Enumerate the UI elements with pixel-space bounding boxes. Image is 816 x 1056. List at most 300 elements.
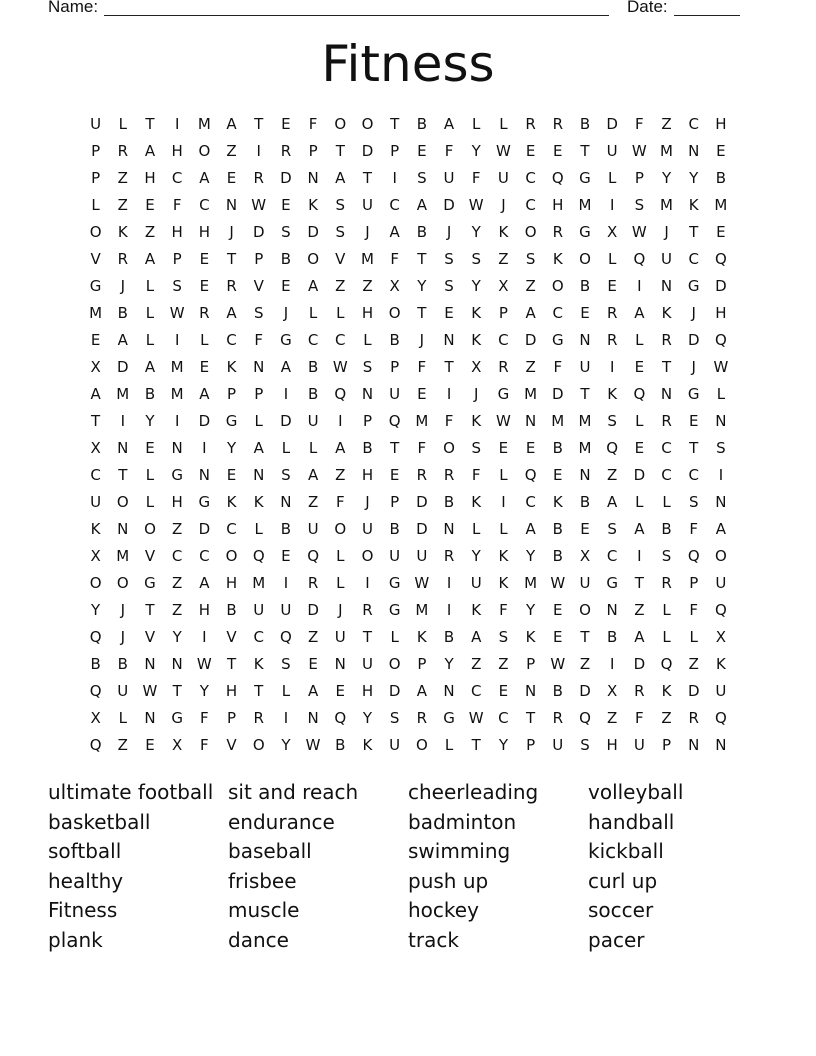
grid-cell: W bbox=[550, 655, 566, 673]
grid-cell: Q bbox=[89, 736, 102, 754]
grid-cell: P bbox=[526, 736, 536, 754]
grid-cell: U bbox=[307, 412, 319, 430]
grid-cell: T bbox=[417, 250, 427, 268]
grid-cell: M bbox=[578, 412, 592, 430]
grid-cell: T bbox=[118, 466, 128, 484]
grid-cell: F bbox=[308, 115, 318, 133]
grid-cell: A bbox=[416, 196, 427, 214]
word-list-item: push up bbox=[408, 868, 489, 893]
grid-cell: C bbox=[171, 169, 183, 187]
grid-cell: Q bbox=[524, 466, 537, 484]
grid-cell: R bbox=[661, 331, 672, 349]
grid-cell: F bbox=[390, 250, 399, 268]
grid-cell: I bbox=[609, 358, 615, 376]
grid-cell: V bbox=[144, 547, 156, 565]
grid-cell: K bbox=[471, 304, 482, 322]
grid-cell: I bbox=[446, 574, 452, 592]
grid-cell: P bbox=[308, 142, 318, 160]
grid-cell: U bbox=[389, 385, 401, 403]
grid-cell: B bbox=[661, 520, 672, 538]
grid-cell: O bbox=[388, 304, 401, 322]
grid-cell: Y bbox=[444, 655, 454, 673]
grid-cell: K bbox=[471, 331, 482, 349]
grid-cell: Z bbox=[117, 736, 128, 754]
grid-cell: N bbox=[198, 466, 210, 484]
grid-cell: S bbox=[253, 304, 264, 322]
word-list-item: kickball bbox=[588, 839, 664, 864]
grid-cell: Q bbox=[606, 439, 619, 457]
grid-cell: N bbox=[715, 493, 727, 511]
grid-cell: G bbox=[225, 412, 238, 430]
grid-cell: L bbox=[336, 304, 345, 322]
grid-cell: S bbox=[281, 223, 291, 241]
grid-cell: I bbox=[609, 655, 615, 673]
grid-row bbox=[82, 273, 742, 300]
grid-cell: S bbox=[661, 547, 672, 565]
grid-cell: X bbox=[172, 736, 183, 754]
grid-cell: B bbox=[144, 385, 156, 403]
grid-cell: T bbox=[689, 439, 699, 457]
grid-cell: O bbox=[334, 520, 347, 538]
grid-cell: M bbox=[578, 196, 592, 214]
grid-cell: E bbox=[688, 412, 699, 430]
grid-cell: Q bbox=[633, 250, 646, 268]
grid-cell: H bbox=[198, 601, 210, 619]
grid-cell: O bbox=[524, 223, 537, 241]
grid-cell: M bbox=[116, 547, 130, 565]
grid-cell: Z bbox=[525, 277, 536, 295]
grid-cell: Y bbox=[471, 277, 481, 295]
grid-cell: L bbox=[254, 520, 263, 538]
grid-cell: X bbox=[90, 547, 101, 565]
grid-cell: Y bbox=[471, 547, 481, 565]
grid-cell: H bbox=[606, 736, 618, 754]
grid-cell: F bbox=[553, 358, 563, 376]
grid-cell: A bbox=[117, 331, 128, 349]
grid-cell: P bbox=[254, 250, 264, 268]
grid-cell: D bbox=[280, 412, 292, 430]
grid-cell: J bbox=[691, 304, 696, 322]
grid-cell: B bbox=[226, 601, 237, 619]
grid-cell: W bbox=[169, 304, 185, 322]
grid-cell: E bbox=[199, 277, 210, 295]
grid-cell: B bbox=[552, 682, 563, 700]
grid-cell: S bbox=[498, 628, 509, 646]
grid-cell: R bbox=[552, 223, 563, 241]
grid-cell: J bbox=[120, 628, 125, 646]
grid-cell: J bbox=[365, 493, 370, 511]
grid-cell: G bbox=[579, 169, 591, 187]
grid-cell: B bbox=[416, 115, 427, 133]
grid-cell: C bbox=[661, 466, 672, 484]
grid-cell: R bbox=[661, 574, 672, 592]
grid-cell: C bbox=[688, 250, 699, 268]
grid-cell: F bbox=[635, 115, 644, 133]
grid-cell: H bbox=[361, 304, 374, 322]
grid-cell: X bbox=[90, 709, 101, 727]
grid-cell: X bbox=[498, 277, 509, 295]
grid-cell: G bbox=[198, 493, 211, 511]
grid-cell: L bbox=[281, 439, 291, 457]
grid-cell: W bbox=[495, 142, 511, 160]
grid-cell: H bbox=[552, 196, 564, 214]
worksheet-header bbox=[0, 0, 816, 20]
word-list-item: Fitness bbox=[48, 898, 118, 923]
grid-cell: G bbox=[388, 574, 401, 592]
grid-cell: F bbox=[417, 358, 427, 376]
grid-cell: W bbox=[713, 358, 729, 376]
grid-cell: Y bbox=[661, 169, 672, 187]
grid-cell: N bbox=[688, 142, 700, 160]
grid-cell: A bbox=[199, 574, 210, 592]
grid-cell: L bbox=[336, 574, 345, 592]
grid-cell: R bbox=[117, 250, 128, 268]
grid-cell: T bbox=[91, 412, 101, 430]
grid-cell: E bbox=[281, 277, 291, 295]
grid-cell: Z bbox=[307, 493, 319, 511]
grid-cell: P bbox=[91, 169, 101, 187]
date-line[interactable] bbox=[674, 15, 740, 16]
grid-cell: B bbox=[552, 547, 563, 565]
grid-cell: Q bbox=[715, 601, 727, 619]
grid-cell: D bbox=[252, 223, 265, 241]
grid-cell: F bbox=[689, 520, 699, 538]
grid-cell: M bbox=[360, 250, 374, 268]
grid-cell: F bbox=[417, 439, 427, 457]
grid-cell: A bbox=[607, 493, 618, 511]
grid-cell: I bbox=[446, 601, 452, 619]
grid-cell: S bbox=[335, 223, 346, 241]
grid-cell: T bbox=[145, 601, 155, 619]
grid-cell: C bbox=[90, 466, 101, 484]
grid-cell: Q bbox=[89, 628, 102, 646]
grid-cell: J bbox=[365, 223, 370, 241]
grid-cell: M bbox=[660, 142, 673, 160]
grid-cell: K bbox=[117, 223, 128, 241]
grid-cell: M bbox=[415, 601, 429, 619]
grid-cell: W bbox=[495, 412, 511, 430]
grid-cell: D bbox=[416, 493, 428, 511]
grid-cell: I bbox=[718, 466, 724, 484]
grid-cell: Q bbox=[280, 628, 292, 646]
grid-cell: Z bbox=[335, 466, 346, 484]
grid-cell: J bbox=[501, 196, 506, 214]
grid-cell: W bbox=[631, 223, 647, 241]
grid-row bbox=[82, 381, 742, 408]
grid-cell: W bbox=[468, 196, 484, 214]
grid-cell: O bbox=[252, 736, 265, 754]
grid-cell: S bbox=[580, 736, 590, 754]
grid-cell: Y bbox=[471, 223, 481, 241]
grid-cell: W bbox=[631, 142, 647, 160]
grid-cell: P bbox=[689, 574, 699, 592]
grid-cell: V bbox=[253, 277, 264, 295]
grid-cell: P bbox=[662, 736, 672, 754]
grid-cell: U bbox=[579, 574, 591, 592]
grid-cell: L bbox=[145, 466, 155, 484]
grid-cell: E bbox=[281, 547, 291, 565]
grid-cell: G bbox=[443, 709, 455, 727]
grid-cell: L bbox=[499, 115, 508, 133]
grid-cell: D bbox=[361, 142, 374, 160]
grid-cell: N bbox=[171, 439, 183, 457]
word-list-item: dance bbox=[228, 927, 289, 952]
grid-cell: J bbox=[446, 223, 452, 241]
grid-cell: R bbox=[606, 331, 618, 349]
grid-cell: G bbox=[171, 466, 183, 484]
grid-cell: U bbox=[389, 547, 401, 565]
grid-cell: U bbox=[497, 169, 509, 187]
grid-cell: L bbox=[145, 304, 155, 322]
grid-cell: C bbox=[226, 331, 237, 349]
grid-cell: L bbox=[390, 628, 399, 646]
grid-cell: X bbox=[715, 628, 727, 646]
grid-cell: Q bbox=[334, 709, 347, 727]
grid-cell: P bbox=[91, 142, 101, 160]
grid-cell: L bbox=[200, 331, 209, 349]
grid-cell: F bbox=[200, 709, 209, 727]
grid-cell: B bbox=[117, 655, 128, 673]
word-list-item: frisbee bbox=[228, 868, 297, 893]
grid-cell: E bbox=[389, 466, 400, 484]
grid-cell: V bbox=[144, 628, 156, 646]
grid-cell: D bbox=[524, 331, 537, 349]
grid-cell: I bbox=[446, 385, 452, 403]
grid-cell: Q bbox=[579, 709, 591, 727]
grid-cell: P bbox=[390, 493, 400, 511]
grid-cell: O bbox=[551, 277, 564, 295]
grid-cell: Y bbox=[226, 439, 237, 457]
grid-cell: C bbox=[552, 304, 564, 322]
grid-cell: R bbox=[280, 142, 292, 160]
grid-cell: G bbox=[687, 277, 700, 295]
grid-cell: A bbox=[335, 439, 346, 457]
grid-cell: L bbox=[145, 493, 155, 511]
grid-cell: B bbox=[280, 250, 292, 268]
grid-cell: A bbox=[144, 142, 156, 160]
grid-cell: R bbox=[253, 709, 264, 727]
grid-cell: D bbox=[715, 277, 727, 295]
grid-cell: U bbox=[715, 682, 727, 700]
grid-cell: F bbox=[499, 601, 508, 619]
grid-cell: Z bbox=[362, 277, 373, 295]
grid-cell: B bbox=[90, 655, 101, 673]
grid-cell: D bbox=[388, 682, 401, 700]
grid-row bbox=[82, 732, 742, 759]
grid-cell: A bbox=[226, 304, 237, 322]
grid-cell: O bbox=[116, 574, 129, 592]
grid-cell: Q bbox=[715, 331, 727, 349]
grid-cell: W bbox=[414, 574, 430, 592]
grid-cell: Q bbox=[252, 547, 265, 565]
word-list-item: handball bbox=[588, 809, 675, 834]
grid-cell: P bbox=[417, 655, 427, 673]
grid-cell: E bbox=[607, 277, 617, 295]
grid-cell: N bbox=[443, 520, 455, 538]
grid-cell: D bbox=[307, 601, 319, 619]
letter-grid bbox=[82, 111, 742, 759]
grid-cell: A bbox=[144, 250, 156, 268]
grid-cell: N bbox=[117, 520, 129, 538]
grid-cell: A bbox=[471, 628, 482, 646]
grid-cell: E bbox=[525, 142, 536, 160]
grid-cell: C bbox=[171, 547, 183, 565]
grid-cell: R bbox=[443, 466, 455, 484]
grid-cell: K bbox=[416, 628, 427, 646]
grid-cell: T bbox=[226, 655, 237, 673]
grid-cell: U bbox=[253, 601, 265, 619]
grid-cell: E bbox=[634, 358, 645, 376]
grid-cell: I bbox=[392, 169, 397, 187]
grid-cell: E bbox=[145, 196, 155, 214]
grid-cell: K bbox=[498, 547, 509, 565]
word-list-item: endurance bbox=[228, 809, 335, 834]
grid-cell: K bbox=[362, 736, 373, 754]
grid-cell: K bbox=[688, 196, 699, 214]
grid-cell: Q bbox=[307, 547, 319, 565]
grid-cell: E bbox=[716, 142, 726, 160]
grid-cell: V bbox=[226, 628, 237, 646]
grid-cell: A bbox=[307, 466, 319, 484]
grid-cell: X bbox=[579, 547, 591, 565]
grid-cell: P bbox=[227, 709, 237, 727]
grid-cell: H bbox=[715, 115, 727, 133]
grid-cell: Y bbox=[281, 736, 291, 754]
grid-cell: A bbox=[226, 115, 237, 133]
grid-cell: Y bbox=[526, 547, 536, 565]
grid-cell: Z bbox=[172, 574, 183, 592]
grid-cell: G bbox=[606, 574, 618, 592]
grid-cell: A bbox=[90, 385, 101, 403]
grid-cell: I bbox=[283, 385, 289, 403]
grid-cell: W bbox=[468, 709, 484, 727]
grid-cell: C bbox=[470, 682, 482, 700]
grid-cell: U bbox=[661, 250, 673, 268]
grid-row bbox=[82, 192, 742, 219]
grid-cell: E bbox=[308, 655, 318, 673]
grid-cell: I bbox=[637, 547, 642, 565]
grid-cell: L bbox=[635, 331, 644, 349]
grid-cell: N bbox=[253, 358, 265, 376]
grid-cell: Q bbox=[551, 169, 564, 187]
grid-cell: I bbox=[174, 412, 180, 430]
grid-cell: L bbox=[91, 196, 100, 214]
grid-cell: R bbox=[307, 574, 319, 592]
grid-cell: I bbox=[202, 439, 207, 457]
grid-cell: T bbox=[689, 223, 699, 241]
grid-cell: E bbox=[281, 115, 291, 133]
grid-cell: R bbox=[661, 412, 672, 430]
grid-cell: R bbox=[552, 709, 563, 727]
word-list-item: swimming bbox=[408, 839, 511, 864]
grid-cell: C bbox=[525, 196, 536, 214]
grid-cell: U bbox=[470, 574, 482, 592]
grid-cell: K bbox=[661, 304, 672, 322]
grid-cell: L bbox=[472, 115, 481, 133]
grid-cell: T bbox=[417, 304, 427, 322]
grid-cell: V bbox=[90, 250, 101, 268]
grid-cell: S bbox=[417, 169, 427, 187]
grid-cell: B bbox=[607, 628, 618, 646]
grid-cell: K bbox=[607, 385, 618, 403]
word-list-item: healthy bbox=[48, 868, 124, 893]
grid-cell: N bbox=[144, 655, 156, 673]
grid-cell: C bbox=[688, 466, 699, 484]
grid-cell: G bbox=[551, 331, 564, 349]
grid-cell: A bbox=[525, 304, 536, 322]
grid-cell: R bbox=[443, 547, 455, 565]
grid-cell: Z bbox=[579, 655, 591, 673]
grid-cell: E bbox=[444, 304, 454, 322]
grid-cell: X bbox=[471, 358, 482, 376]
grid-row bbox=[82, 462, 742, 489]
grid-cell: N bbox=[334, 655, 346, 673]
grid-cell: R bbox=[199, 304, 210, 322]
page-title: Fitness bbox=[321, 35, 495, 93]
word-list-item: cheerleading bbox=[408, 780, 539, 804]
grid-cell: W bbox=[196, 655, 212, 673]
grid-cell: R bbox=[498, 358, 509, 376]
grid-row bbox=[82, 516, 742, 543]
grid-cell: C bbox=[525, 493, 536, 511]
grid-cell: Y bbox=[199, 682, 209, 700]
grid-cell: C bbox=[688, 115, 699, 133]
grid-cell: S bbox=[362, 358, 373, 376]
grid-cell: U bbox=[633, 736, 645, 754]
grid-row bbox=[82, 678, 742, 705]
name-line[interactable] bbox=[104, 15, 609, 16]
grid-cell: Z bbox=[498, 655, 509, 673]
grid-cell: N bbox=[660, 277, 673, 295]
grid-cell: H bbox=[225, 574, 238, 592]
grid-cell: L bbox=[662, 628, 671, 646]
grid-cell: Z bbox=[471, 655, 482, 673]
grid-cell: D bbox=[280, 169, 292, 187]
grid-cell: Z bbox=[498, 250, 509, 268]
grid-cell: O bbox=[361, 547, 374, 565]
grid-cell: N bbox=[715, 736, 727, 754]
grid-cell: L bbox=[472, 520, 481, 538]
grid-cell: H bbox=[715, 304, 727, 322]
word-list-item: soccer bbox=[588, 898, 654, 923]
grid-cell: U bbox=[334, 628, 346, 646]
word-list-item: pacer bbox=[588, 927, 645, 952]
grid-cell: S bbox=[172, 277, 182, 295]
grid-cell: L bbox=[716, 385, 726, 403]
grid-cell: P bbox=[172, 250, 182, 268]
grid-cell: S bbox=[281, 655, 291, 673]
grid-cell: Y bbox=[362, 709, 373, 727]
grid-cell: E bbox=[417, 142, 427, 160]
grid-cell: S bbox=[444, 250, 454, 268]
grid-cell: O bbox=[579, 601, 591, 619]
grid-cell: N bbox=[524, 412, 537, 430]
grid-cell: H bbox=[361, 466, 374, 484]
grid-cell: G bbox=[497, 385, 510, 403]
grid-cell: N bbox=[307, 709, 319, 727]
grid-cell: A bbox=[715, 520, 727, 538]
grid-cell: C bbox=[525, 169, 536, 187]
word-list-item: curl up bbox=[588, 868, 658, 893]
grid-cell: G bbox=[579, 223, 591, 241]
grid-cell: D bbox=[416, 520, 428, 538]
grid-cell: P bbox=[227, 385, 237, 403]
grid-cell: K bbox=[525, 628, 536, 646]
grid-cell: S bbox=[335, 196, 346, 214]
grid-cell: P bbox=[634, 169, 644, 187]
grid-cell: C bbox=[606, 547, 618, 565]
grid-cell: Z bbox=[172, 601, 183, 619]
